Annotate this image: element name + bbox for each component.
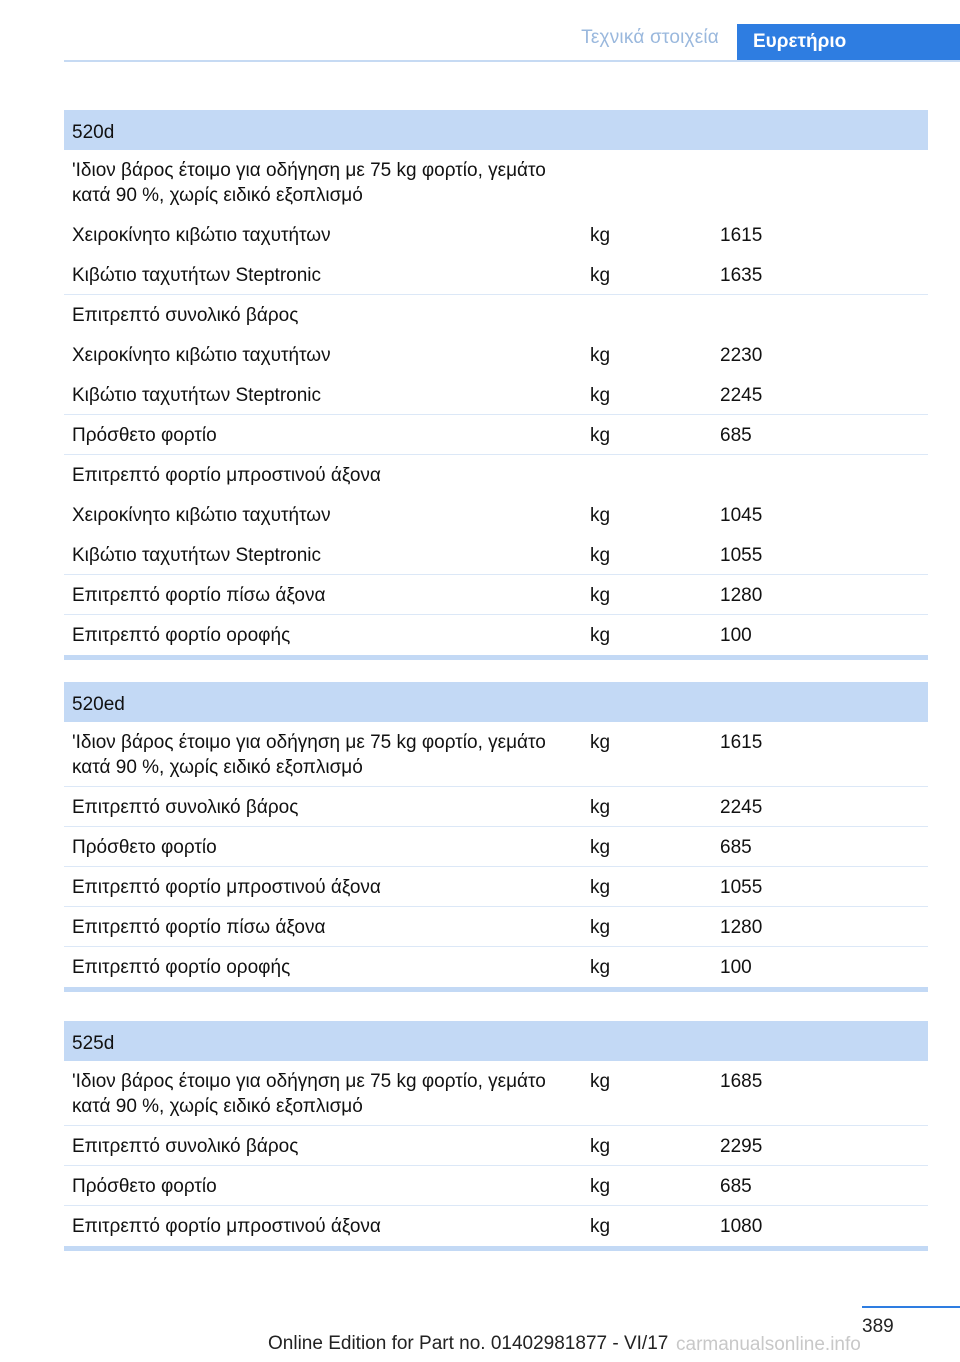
table-row bbox=[64, 215, 928, 255]
table-row bbox=[64, 1166, 928, 1206]
table-title: 525d bbox=[64, 1021, 928, 1061]
row-label: Κιβώτιο ταχυτήτων Steptronic bbox=[72, 265, 322, 286]
row-label: Επιτρεπτό φορτίο μπροστινού άξονα bbox=[72, 465, 381, 486]
row-unit: kg bbox=[590, 957, 611, 978]
row-label: Επιτρεπτό φορτίο μπροστινού άξονα bbox=[72, 877, 381, 898]
row-label: Επιτρεπτό συνολικό βάρος bbox=[72, 1136, 299, 1157]
row-unit: kg bbox=[590, 877, 611, 898]
row-label: 'Ιδιον βάρος έτοιμο για οδήγηση με 75 kg φορτίο, γεμάτο κατά 90 %, χωρίς ειδικό εξοπλισμό bbox=[72, 1071, 546, 1117]
table-row bbox=[64, 947, 928, 987]
page-header bbox=[0, 0, 960, 62]
row-value: 1685 bbox=[720, 1071, 763, 1092]
row-value: 685 bbox=[720, 837, 752, 858]
row-unit: kg bbox=[590, 732, 611, 753]
weights-table-520ed bbox=[64, 682, 928, 992]
row-value: 1615 bbox=[720, 225, 763, 246]
weights-table-520d bbox=[64, 110, 928, 660]
row-label: Επιτρεπτό φορτίο οροφής bbox=[72, 957, 291, 978]
row-value: 2245 bbox=[720, 385, 763, 406]
row-unit: kg bbox=[590, 425, 611, 446]
row-value: 2230 bbox=[720, 345, 763, 366]
table-row bbox=[64, 535, 928, 575]
weights-table-525d bbox=[64, 1021, 928, 1251]
section-tab-index[interactable]: Ευρετήριο bbox=[737, 24, 960, 62]
row-label: Επιτρεπτό φορτίο πίσω άξονα bbox=[72, 585, 326, 606]
row-unit: kg bbox=[590, 345, 611, 366]
row-value: 1280 bbox=[720, 917, 763, 938]
table-row bbox=[64, 867, 928, 907]
row-unit: kg bbox=[590, 1176, 611, 1197]
row-value: 1045 bbox=[720, 505, 763, 526]
row-value: 685 bbox=[720, 425, 752, 446]
table-row bbox=[64, 455, 928, 495]
table-row bbox=[64, 827, 928, 867]
row-unit: kg bbox=[590, 837, 611, 858]
row-value: 1635 bbox=[720, 265, 763, 286]
row-label: Πρόσθετο φορτίο bbox=[72, 425, 217, 446]
row-unit: kg bbox=[590, 1216, 611, 1237]
row-unit: kg bbox=[590, 225, 611, 246]
row-value: 100 bbox=[720, 957, 752, 978]
table-row bbox=[64, 907, 928, 947]
table-row bbox=[64, 295, 928, 335]
footer-divider bbox=[862, 1306, 960, 1308]
row-value: 1055 bbox=[720, 545, 763, 566]
table-row bbox=[64, 787, 928, 827]
row-label: Επιτρεπτό φορτίο πίσω άξονα bbox=[72, 917, 326, 938]
row-label: Επιτρεπτό συνολικό βάρος bbox=[72, 797, 299, 818]
table-end-rule bbox=[64, 987, 928, 992]
row-label: Πρόσθετο φορτίο bbox=[72, 837, 217, 858]
row-label: Επιτρεπτό συνολικό βάρος bbox=[72, 305, 299, 326]
row-unit: kg bbox=[590, 1071, 611, 1092]
row-unit: kg bbox=[590, 797, 611, 818]
table-title: 520ed bbox=[64, 682, 928, 722]
row-unit: kg bbox=[590, 505, 611, 526]
table-row bbox=[64, 1061, 928, 1126]
table-row bbox=[64, 335, 928, 375]
table-row bbox=[64, 722, 928, 787]
row-value: 2245 bbox=[720, 797, 763, 818]
table-end-rule bbox=[64, 1246, 928, 1251]
table-end-rule bbox=[64, 655, 928, 660]
row-label: 'Ιδιον βάρος έτοιμο για οδήγηση με 75 kg φορτίο, γεμάτο κατά 90 %, χωρίς ειδικό εξοπλισμό bbox=[72, 160, 546, 206]
table-row bbox=[64, 495, 928, 535]
row-unit: kg bbox=[590, 545, 611, 566]
table-row bbox=[64, 615, 928, 655]
watermark: carmanualsonline.info bbox=[676, 1334, 861, 1355]
edition-note: Online Edition for Part no. 01402981877 - VI/17 bbox=[268, 1333, 669, 1354]
row-value: 2295 bbox=[720, 1136, 763, 1157]
row-unit: kg bbox=[590, 585, 611, 606]
row-label: Χειροκίνητο κιβώτιο ταχυτήτων bbox=[72, 225, 331, 246]
row-unit: kg bbox=[590, 385, 611, 406]
header-divider bbox=[64, 60, 960, 62]
row-label: Χειροκίνητο κιβώτιο ταχυτήτων bbox=[72, 505, 331, 526]
table-title: 520d bbox=[64, 110, 928, 150]
row-unit: kg bbox=[590, 917, 611, 938]
row-unit: kg bbox=[590, 1136, 611, 1157]
table-row bbox=[64, 375, 928, 415]
row-label: Επιτρεπτό φορτίο μπροστινού άξονα bbox=[72, 1216, 381, 1237]
row-value: 685 bbox=[720, 1176, 752, 1197]
table-row bbox=[64, 575, 928, 615]
row-unit: kg bbox=[590, 265, 611, 286]
row-value: 100 bbox=[720, 625, 752, 646]
row-label: 'Ιδιον βάρος έτοιμο για οδήγηση με 75 kg φορτίο, γεμάτο κατά 90 %, χωρίς ειδικό εξοπλισμό bbox=[72, 732, 546, 778]
section-tab-technical-data[interactable]: Τεχνικά στοιχεία bbox=[581, 27, 719, 48]
row-label: Πρόσθετο φορτίο bbox=[72, 1176, 217, 1197]
row-value: 1055 bbox=[720, 877, 763, 898]
row-unit: kg bbox=[590, 625, 611, 646]
table-row bbox=[64, 1126, 928, 1166]
row-value: 1280 bbox=[720, 585, 763, 606]
table-row bbox=[64, 150, 928, 215]
table-row bbox=[64, 415, 928, 455]
row-label: Κιβώτιο ταχυτήτων Steptronic bbox=[72, 385, 322, 406]
row-label: Κιβώτιο ταχυτήτων Steptronic bbox=[72, 545, 322, 566]
table-row bbox=[64, 1206, 928, 1246]
page-number: 389 bbox=[862, 1316, 894, 1337]
row-value: 1615 bbox=[720, 732, 763, 753]
row-label: Επιτρεπτό φορτίο οροφής bbox=[72, 625, 291, 646]
row-label: Χειροκίνητο κιβώτιο ταχυτήτων bbox=[72, 345, 331, 366]
table-row bbox=[64, 255, 928, 295]
row-value: 1080 bbox=[720, 1216, 763, 1237]
